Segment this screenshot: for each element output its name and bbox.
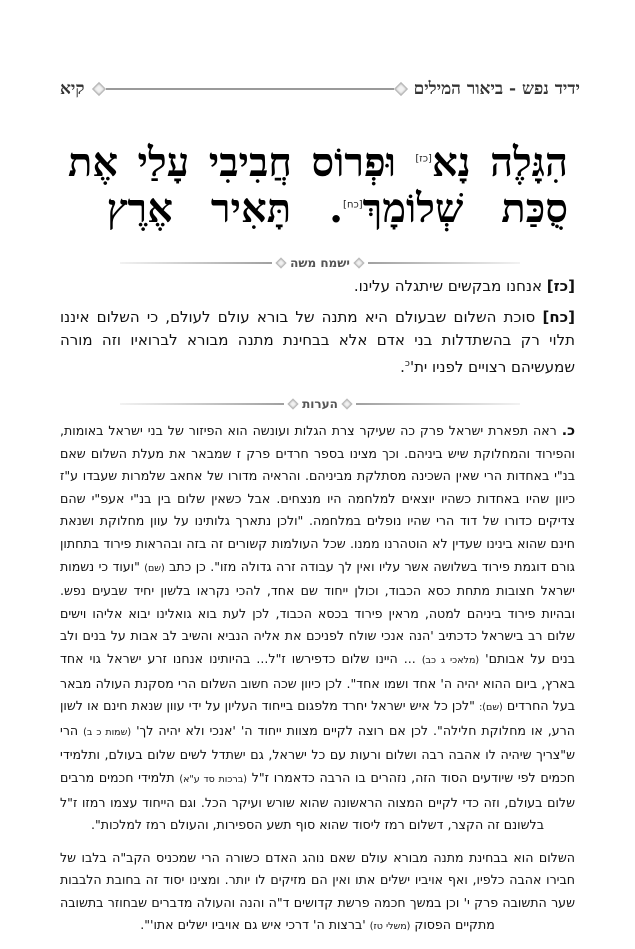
note-marker: כ. xyxy=(561,423,575,439)
footnote-ref-kaz[interactable]: [כז] xyxy=(415,153,432,165)
poem-word: חֲבִיבִי xyxy=(208,139,292,186)
poem-word: הִגָּלֶה xyxy=(490,139,568,186)
commentary-entry: [כח] סוכת השלום שבעולם היא מתנה של בורא עולם לעולם, כי השלום איננו תלוי רק בהשתדלות בני אדם אלא בבחינת מתנה מבורא לברואיו וזה מורה שמעשיהם רצויים לפניו $ית'^כ$. xyxy=(60,308,575,376)
note-text: ... היינו שלום כדפירשו ז"ל... בהיותינו אנחנו זרע ישראל גוי אחד בארץ, ביום ההוא יהיה ה' אחד ושמו אחד". לכן כיוון שכה חשוב השלום הרי מסקנת העולה מבאר בעל החרדים xyxy=(60,650,575,714)
poem-word-with-ref xyxy=(329,186,463,232)
poem-line-1 xyxy=(68,140,568,186)
section-divider-notes xyxy=(120,394,520,414)
commentary-yismach-moshe xyxy=(60,275,575,387)
source-citation: (שם): xyxy=(479,702,503,714)
note-text: "לכן כל איש ישראל יחרד מלפגום בייחוד העליון על ידי עוון שנאת חינם או לשון הרע, או מחלוקת חלילה". לכן אם רוצה לקיים מצוות ייחוד ה' 'אנכי ולא יהיה לך' xyxy=(60,698,576,738)
source-citation: (שמות כ ב) xyxy=(83,726,132,738)
poem-word: אֶרֶץ xyxy=(106,185,173,232)
header-rule xyxy=(106,88,393,90)
commentary-entry xyxy=(60,275,575,298)
poem-word: נָא xyxy=(431,139,471,186)
notes-section xyxy=(60,420,575,949)
poem-word: תָּאִיר xyxy=(210,185,292,232)
note-text: השלום הוא בבחינת מתנה מבורא עולם שאם נוהג האדם כשורה הרי שמכניס הקב"ה בלבו של חבירו אהבה כלפיו, ואף אויביו ישלים אתו ואין הם מזיקים לו יותר. ומצינו יסוד זה בחובת הלבבות שער התשובה פרק י' וכן במשך חכמה פרשת קדושים ד"ה והנה והעולה מדברים שבחוזר בתשובה מתקיים הפסוק xyxy=(60,849,575,933)
poem-word: שְׁלוֹמָךְ xyxy=(362,185,464,232)
entry-text: אנחנו מבקשים שיתגלה עלינו. xyxy=(353,277,542,295)
poem-line-2 xyxy=(68,186,568,232)
running-header-title: ידיד נפש - ביאור המילים xyxy=(413,79,580,99)
divider-rule xyxy=(368,262,520,264)
source-citation: (שם) xyxy=(144,562,165,574)
note-text: ראה תפארת ישראל פרק כה שעיקר צרת הגלות ועונשה הוא הפיזור של בני ישראל באומות, והפירוד והמחלוקת שיש ביניהם. וכך מצינו בספר חרדים פרק ז שמבאר את מעלת השלום שאם בנ"י באחדות הרי שאין השכינה מסתלקת מביניהם. והראיה מדורו של אחאב שלמרות שעבדו ע"ז כיוון שהיו באחדות כשהיו יוצאים למלחמה היו מנצחים. אבל כשאין שלום בין בנ"י אעפ"י שהם צדיקים כדורו של דוד הרי שהיו נופלים במלחמה. "ולכן נתארך גלותינו על עוון מחלוקת ושנאת חינם שהוא בינינו שעדין לא הוטהרנו ממנו. שכל העולמות קשורים זה בזה ובהראות פירוד בתחתון גורם דוגמת פירוד בשלושה אשר עליו ואין לך עבודה זרה גדולה מזו". כן כתב xyxy=(60,423,576,574)
note-text: "ועוד כי נשמות ישראל חצובות מתחת כסא הכבוד, וכולן ייחוד שם אחד, להכי נקראו בלשון יחיד שבעים נפש. ובהיות פירוד ביניהם למטה, מראין פירוד בכסא הכבוד, לכן לעת בוא גואלינו יבוא אליהו וישים שלום רב בישראל כדכתיב 'הנה אנכי שולח לפניכם את אליה הנביא והשיב לב אבות על בנים ולב בנים על אבותם' xyxy=(60,558,575,666)
source-citation: (ברכות סד ע"א) xyxy=(179,773,247,785)
divider-rule xyxy=(120,262,272,264)
poem-word: עָלַי xyxy=(137,139,190,186)
page-number: קיא xyxy=(60,79,85,99)
note-paragraph xyxy=(60,420,575,837)
note-paragraph xyxy=(60,847,575,939)
note-ref[interactable]: כ xyxy=(404,358,410,369)
diamond-ornament-icon xyxy=(92,82,106,96)
diamond-ornament-icon xyxy=(394,82,408,96)
section-divider-yismach-moshe xyxy=(120,253,520,273)
entry-tag: [כז] xyxy=(546,277,575,295)
diamond-ornament-icon xyxy=(341,398,352,409)
running-header xyxy=(60,74,580,104)
poem-punct: . xyxy=(329,185,344,232)
section-title: ישמח משה xyxy=(290,256,350,270)
diamond-ornament-icon xyxy=(275,257,286,268)
note-text: הרי ש"צריך שיהיה לו אהבה רבה ושלום ורעות עם כל ישראל, גם ישתדל לשים שלום בעולם, ותלמידי חכמים לפי שיודעים הסוד הזה, נזהרים בו הרבה כדאמרו ז"ל xyxy=(60,722,576,785)
divider-rule xyxy=(120,403,284,405)
poem-word: וּפְרוֹס xyxy=(311,139,396,186)
entry-tag: [כח] xyxy=(542,308,575,326)
diamond-ornament-icon xyxy=(353,257,364,268)
poem-verse xyxy=(68,140,568,232)
note-text: 'ברצות ה' דרכי איש גם אויביו ישלים אתו'". xyxy=(140,917,366,933)
source-citation: (מלאכי ג כב) xyxy=(421,654,480,666)
note-text: תלמידי חכמים מרבים שלום בעולם, וזה כדי לקיים המצוה הראשונה שהוא שורש ועיקר הכל. וגם הייחוד עצמו רמזו ז"ל בלשונם זה הקצר, דשלום רמז ליסוד שהוא סוף תשע הספירות, והעולם רמז למלכות". xyxy=(60,769,575,833)
source-citation: (משלי טז) xyxy=(369,921,411,933)
poem-word-with-ref xyxy=(415,140,470,186)
poem-word: אֶת xyxy=(68,139,119,186)
diamond-ornament-icon xyxy=(287,398,298,409)
poem-word: סֻכַּת xyxy=(501,185,568,232)
footnote-ref-kach[interactable]: [כח] xyxy=(343,199,363,211)
entry-text: סוכת השלום שבעולם היא מתנה של בורא עולם לעולם, כי השלום איננו תלוי רק בהשתדלות בני אדם אלא בבחינת מתנה מבורא לברואיו וזה מורה שמעשיהם רצויים לפניו ית' xyxy=(60,308,575,376)
section-title: הערות xyxy=(302,397,338,411)
divider-rule xyxy=(356,403,520,405)
